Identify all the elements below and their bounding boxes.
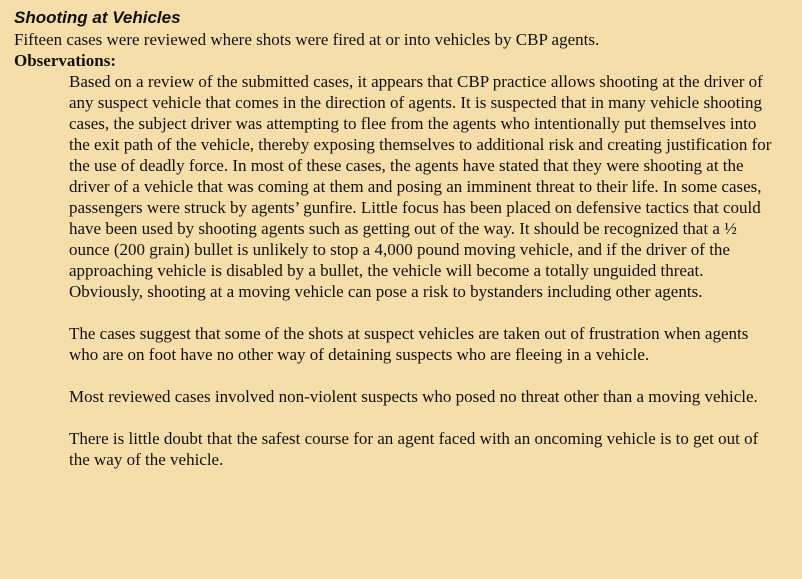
observation-paragraph: Most reviewed cases involved non-violent suspects who posed no threat other than a moving vehicle. <box>69 387 758 406</box>
observation-paragraph: There is little doubt that the safest course for an agent faced with an oncoming vehicle is to get out of the way of the vehicle. <box>69 429 759 469</box>
observations-label: Observations: <box>14 51 116 70</box>
intro-text: Fifteen cases were reviewed where shots were fired at or into vehicles by CBP agents. <box>14 30 600 49</box>
observation-paragraph: Based on a review of the submitted cases, it appears that CBP practice allows shooting at the driver of any suspect vehicle that comes in the direction of agents. It is suspected that in many vehicle shooting cases, the subject driver was attempting to flee from the agents who intentionally put themselves into the exit path of the vehicle, thereby exposing themselves to additional risk and creating justification for the use of deadly force. In most of these cases, the agents have stated that they were shooting at the driver of a vehicle that was coming at them and posing an imminent threat to their life. In some cases, passengers were struck by agents’ gunfire. Little focus has been placed on defensive tactics that could have been used by shooting agents such as getting out of the way. It should be recognized that a ½ ounce (200 grain) bullet is unlikely to stop a 4,000 pound moving vehicle, and if the driver of the approaching vehicle is disabled by a bullet, the vehicle will become a totally unguided threat. Obviously, shooting at a moving vehicle can pose a risk to bystanders including other agents. <box>69 72 772 301</box>
section-title: Shooting at Vehicles <box>14 8 181 27</box>
observation-paragraph: The cases suggest that some of the shots at suspect vehicles are taken out of frustration when agents who are on foot have no other way of detaining suspects who are fleeing in a vehicle. <box>69 324 749 364</box>
observations-body <box>69 71 780 470</box>
